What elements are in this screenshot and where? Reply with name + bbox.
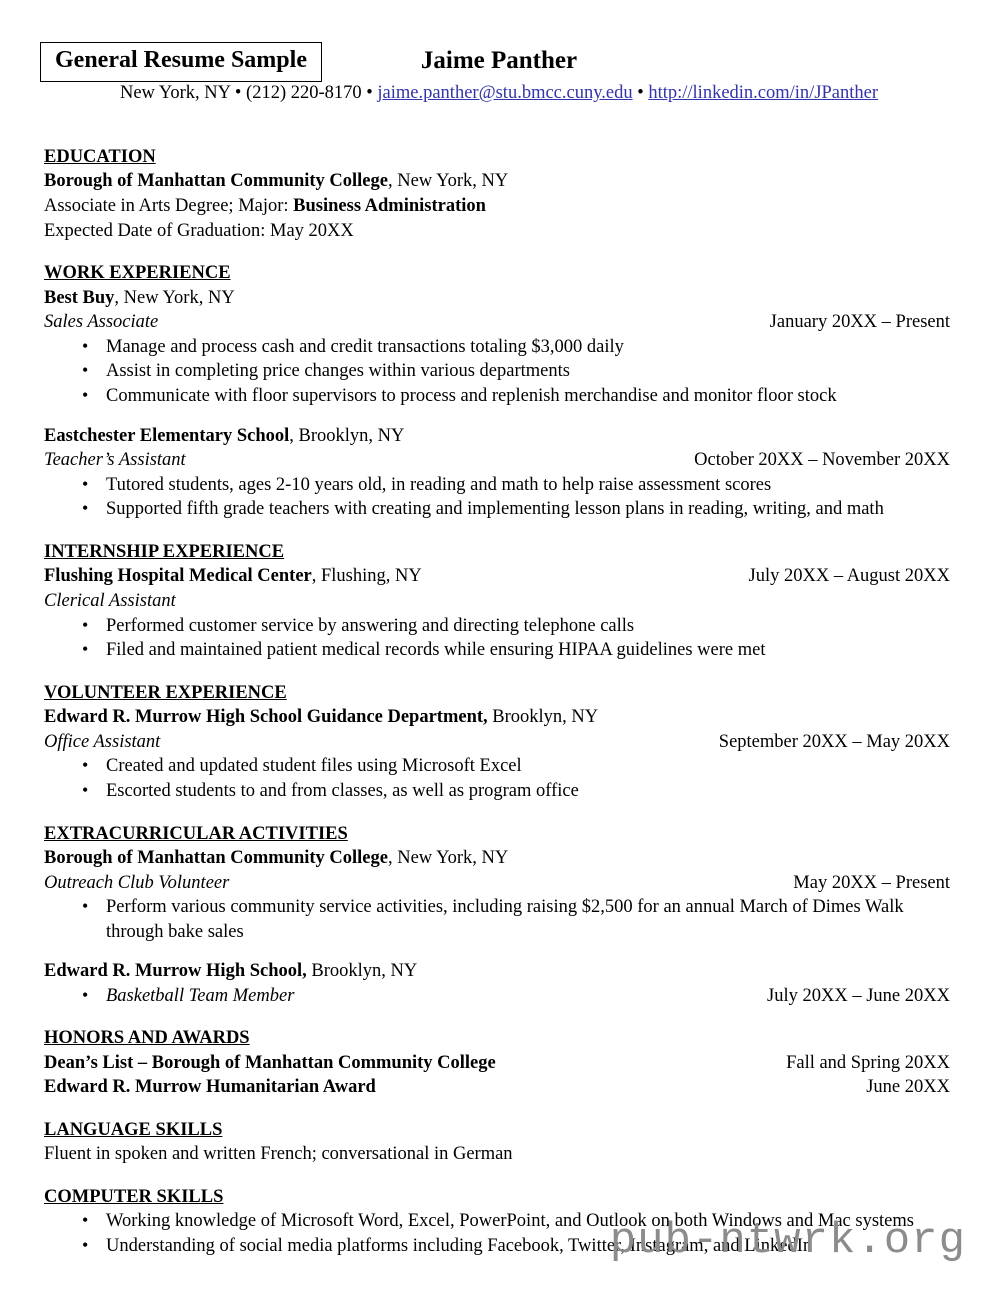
volunteer-job-title: Office Assistant xyxy=(44,731,161,752)
site-watermark: pub-ntwrk.org xyxy=(609,1216,966,1266)
extracurricular-org: Borough of Manhattan Community College xyxy=(44,847,388,868)
internship-org-row xyxy=(44,564,950,589)
work-org-line xyxy=(44,286,950,311)
list-item: • Tutored students, ages 2-10 years old, in reading and math to help raise assessment scores xyxy=(44,473,950,498)
internship-org-location: , Flushing, NY xyxy=(311,566,422,587)
volunteer-org-location: Brooklyn, NY xyxy=(487,707,599,728)
internship-org: Flushing Hospital Medical Center xyxy=(44,566,312,587)
bullet-separator-icon: • xyxy=(234,83,242,103)
work-bullet-list xyxy=(44,335,950,409)
list-item: • Perform various community service activities, including raising $2,500 for an annual March of Dimes Walk through bake sales xyxy=(44,895,950,944)
honor-row xyxy=(44,1075,950,1100)
education-school-line xyxy=(44,169,950,194)
work-job-title: Sales Associate xyxy=(44,312,159,333)
list-item: • Assist in completing price changes within various departments xyxy=(44,359,950,384)
internship-dates: July 20XX – August 20XX xyxy=(748,566,950,587)
list-item: • Performed customer service by answering and directing telephone calls xyxy=(44,614,950,639)
extracurricular-activity-dates: July 20XX – June 20XX xyxy=(767,985,950,1006)
list-item: • Escorted students to and from classes, as well as program office xyxy=(44,779,950,804)
honor-label: Dean’s List – Borough of Manhattan Community College xyxy=(44,1052,496,1073)
internship-bullet-list xyxy=(44,614,950,663)
list-item: • Communicate with floor supervisors to process and replenish merchandise and monitor floor stock xyxy=(44,384,950,409)
volunteer-org: Edward R. Murrow High School Guidance Department, xyxy=(44,707,488,728)
bullet-separator-icon: • xyxy=(366,83,373,103)
contact-line xyxy=(0,81,998,105)
work-bullet-list xyxy=(44,473,950,522)
section-heading-extracurricular: EXTRACURRICULAR ACTIVITIES xyxy=(44,823,348,844)
extracurricular-activity: • Basketball Team Member xyxy=(106,985,295,1006)
volunteer-dates: September 20XX – May 20XX xyxy=(718,731,950,752)
list-item: • Manage and process cash and credit transactions totaling $3,000 daily xyxy=(44,335,950,360)
section-extracurricular xyxy=(44,822,950,1009)
volunteer-org-line xyxy=(44,705,950,730)
linkedin-link[interactable]: http://linkedin.com/in/JPanther xyxy=(648,83,879,103)
section-education xyxy=(44,145,950,243)
list-item: • Created and updated student files using Microsoft Excel xyxy=(44,754,950,779)
work-org-location: , Brooklyn, NY xyxy=(289,425,405,446)
list-item: • Supported fifth grade teachers with creating and implementing lesson plans in reading, writing, and math xyxy=(44,497,950,522)
candidate-name: Jaime Panther xyxy=(420,47,578,74)
work-org: Eastchester Elementary School xyxy=(44,425,290,446)
extracurricular-dates: May 20XX – Present xyxy=(793,872,950,893)
extracurricular-org-location: , New York, NY xyxy=(387,847,509,868)
extracurricular-entry xyxy=(44,846,950,944)
work-dates: January 20XX – Present xyxy=(769,312,950,333)
contact-phone: (212) 220-8170 xyxy=(246,83,362,103)
education-graduation: Expected Date of Graduation: May 20XX xyxy=(44,220,354,241)
honor-row xyxy=(44,1051,950,1076)
extracurricular-entry xyxy=(44,959,950,1008)
language-skills-text: Fluent in spoken and written French; conversational in German xyxy=(44,1144,513,1165)
document-title-box: General Resume Sample xyxy=(40,42,322,82)
list-item: • Understanding of social media platforms including Facebook, Twitter, Instagram, and LinkedIn xyxy=(44,1234,950,1259)
education-degree-line xyxy=(44,194,950,219)
work-title-row xyxy=(44,448,950,473)
resume-body xyxy=(44,145,950,1259)
section-heading-education: EDUCATION xyxy=(44,147,156,167)
work-org-location: , New York, NY xyxy=(114,287,235,308)
education-school: Borough of Manhattan Community College xyxy=(44,171,388,192)
email-link[interactable]: jaime.panther@stu.bmcc.cuny.edu xyxy=(377,83,633,103)
section-work-experience xyxy=(44,261,950,522)
section-internship-experience xyxy=(44,540,950,663)
work-org-line xyxy=(44,424,950,449)
section-volunteer-experience xyxy=(44,681,950,804)
extracurricular-bullet-list xyxy=(44,895,950,944)
list-item: • Filed and maintained patient medical records while ensuring HIPAA guidelines were met xyxy=(44,638,950,663)
work-title-row xyxy=(44,310,950,335)
education-school-location: , New York, NY xyxy=(387,171,509,192)
extracurricular-title-row xyxy=(44,871,950,896)
section-language-skills xyxy=(44,1118,950,1167)
extracurricular-org-line xyxy=(44,846,950,871)
work-org: Best Buy xyxy=(44,287,115,308)
extracurricular-org: Edward R. Murrow High School, xyxy=(44,961,307,982)
education-major: Business Administration xyxy=(293,196,486,216)
extracurricular-org-line xyxy=(44,959,950,984)
bullet-separator-icon: • xyxy=(637,83,644,103)
section-heading-internship: INTERNSHIP EXPERIENCE xyxy=(44,541,285,562)
internship-job-title: Clerical Assistant xyxy=(44,590,176,611)
work-entry xyxy=(44,424,950,522)
section-heading-language-skills: LANGUAGE SKILLS xyxy=(44,1120,223,1141)
extracurricular-bullet-list xyxy=(44,984,950,1009)
volunteer-title-row xyxy=(44,730,950,755)
honor-dates: Fall and Spring 20XX xyxy=(786,1052,950,1073)
work-dates: October 20XX – November 20XX xyxy=(694,450,950,471)
work-job-title: Teacher’s Assistant xyxy=(44,450,186,471)
section-honors-awards xyxy=(44,1026,950,1100)
work-entry xyxy=(44,286,950,409)
extracurricular-org-location: Brooklyn, NY xyxy=(306,961,418,982)
section-heading-volunteer: VOLUNTEER EXPERIENCE xyxy=(44,682,287,703)
section-heading-computer-skills: COMPUTER SKILLS xyxy=(44,1187,224,1208)
extracurricular-role: Outreach Club Volunteer xyxy=(44,872,230,893)
volunteer-bullet-list xyxy=(44,754,950,803)
internship-org-line xyxy=(44,564,422,589)
section-heading-work-experience: WORK EXPERIENCE xyxy=(44,263,231,284)
education-degree-prefix: Associate in Arts Degree; Major: xyxy=(44,196,294,216)
list-item: • Working knowledge of Microsoft Word, Excel, PowerPoint, and Outlook on both Windows and Mac systems xyxy=(44,1209,950,1234)
contact-location: New York, NY xyxy=(119,83,231,103)
honor-dates: June 20XX xyxy=(866,1077,950,1098)
section-heading-honors: HONORS AND AWARDS xyxy=(44,1028,250,1049)
honor-label: Edward R. Murrow Humanitarian Award xyxy=(44,1077,376,1098)
list-item xyxy=(44,984,950,1009)
